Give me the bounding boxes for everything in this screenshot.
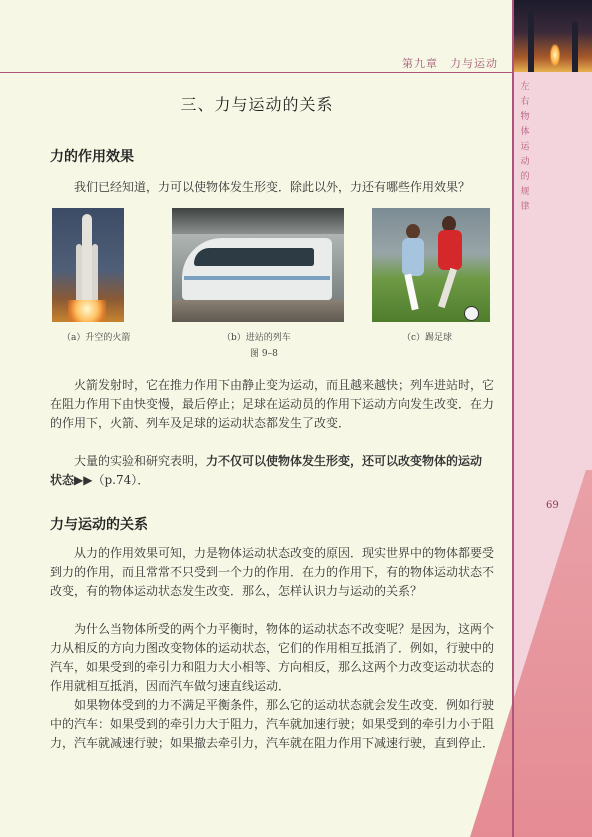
soccer-photo <box>372 208 490 322</box>
subheading-force-effects: 力的作用效果 <box>50 149 134 165</box>
paragraph-motion-change: 火箭发射时，它在推力作用下由静止变为运动，而且越来越快；列车进站时，它在阻力作用下由快变慢，最后停止；足球在运动员的作用下运动方向发生改变．在力的作用下，火箭、列车及足球的运动状态都发生了改变． <box>50 378 495 430</box>
caption-football: （c）踢足球 <box>402 333 453 343</box>
train-station-photo <box>172 208 344 322</box>
figure-number: 图 9–8 <box>250 349 278 359</box>
vertical-section-title: 左右物体运动的规律 <box>520 82 530 212</box>
paragraph-balanced-forces: 为什么当物体所受的两个力平衡时，物体的运动状态不改变呢？是因为，这两个力从相反的方向力图改变物体的运动状态，它们的作用相互抵消了．例如，行驶中的汽车，如果受到的牵引力和阻力大小相等、方向相反，那么这两个力改变运动状态的作用就相互抵消，因而汽车做匀速直线运动． <box>50 622 495 693</box>
football <box>464 306 479 321</box>
section-title: 三、力与运动的关系 <box>180 95 334 114</box>
paragraph-force-cause: 从力的作用效果可知，力是物体运动状态改变的原因．现实世界中的物体都要受到力的作用，而且常常不只受到一个力的作用．在力的作用下，有的物体运动状态不改变，有的物体运动状态发生改变．那么，怎样认识力与运动的关系？ <box>50 546 495 598</box>
page-reference: ▶▶（p.74）． <box>74 473 150 487</box>
key-conclusion: 力不仅可以使物体发生形变，还可以改变物体的运动状态 <box>50 454 483 487</box>
header-rule <box>0 72 514 73</box>
caption-rocket: （a）升空的火箭 <box>62 333 131 343</box>
intro-paragraph: 我们已经知道，力可以使物体发生形变．除此以外，力还有哪些作用效果？ <box>74 180 471 194</box>
paragraph-unbalanced-forces: 如果物体受到的力不满足平衡条件，那么它的运动状态就会发生改变．例如行驶中的汽车：如果受到的牵引力大于阻力，汽车就加速行驶；如果受到的牵引力小于阻力，汽车就减速行驶；如果撤去牵引力，汽车就在阻力作用下减速行驶，直到停止． <box>50 698 495 750</box>
side-divider <box>512 0 514 837</box>
rocket-launch-photo <box>52 208 124 322</box>
corner-rocket-photo <box>514 0 592 72</box>
caption-train: （b）进站的列车 <box>222 333 291 343</box>
paragraph-conclusion: 大量的实验和研究表明，力不仅可以使物体发生形变，还可以改变物体的运动状态▶▶（p.74）． <box>50 454 483 487</box>
page-number: 69 <box>546 500 559 511</box>
subheading-force-motion: 力与运动的关系 <box>50 517 148 533</box>
chapter-label: 第九章 力与运动 <box>402 57 498 70</box>
